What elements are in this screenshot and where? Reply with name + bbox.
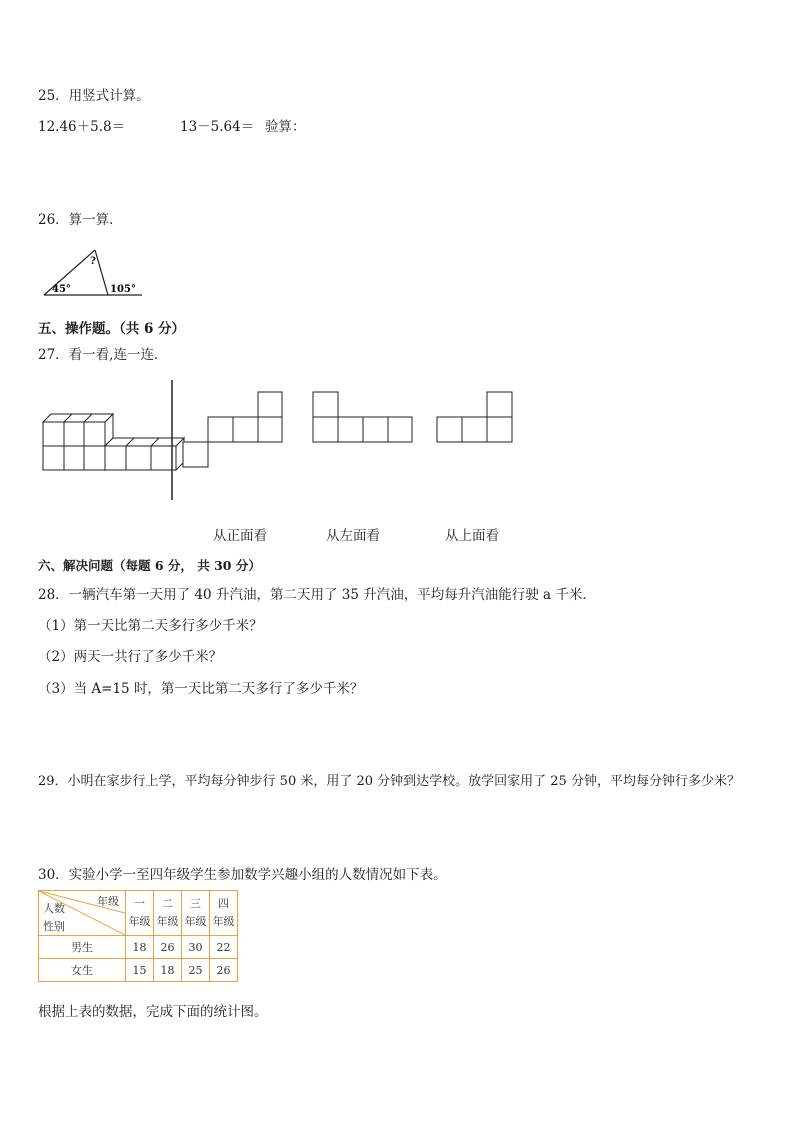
view-option-a[interactable]	[183, 392, 282, 467]
q30-title: 30．实验小学一至四年级学生参加数学兴趣小组的人数情况如下表。	[38, 867, 447, 883]
triangle-right-side	[95, 250, 108, 295]
girls-grade-3-value: 25	[182, 959, 210, 982]
q30-footer: 根据上表的数据，完成下面的统计图。	[38, 1004, 268, 1020]
grade-header-4: 四 年级	[210, 891, 238, 936]
q28-sub-2: （2）两天一共行了多少千米？	[38, 649, 223, 665]
q26-title: 26．算一算．	[38, 212, 123, 228]
q29-title: 29．小明在家步行上学，平均每分钟步行 50 米，用了 20 分钟到达学校。放学回家用了 25 分钟，平均每分钟行多少米？	[38, 774, 740, 789]
grade-header-2: 二 年级	[154, 891, 182, 936]
q25-expr-1: 12.46＋5.8＝	[38, 119, 126, 135]
girls-grade-4-value: 26	[210, 959, 238, 982]
row-label-girls: 女生	[39, 959, 126, 982]
q28-title: 28．一辆汽车第一天用了 40 升汽油，第二天用了 35 升汽油，平均每升汽油能行驶 a 千米．	[38, 587, 596, 603]
q30-data-table	[38, 890, 238, 982]
grade-header-3: 三 年级	[182, 891, 210, 936]
header-grade-label: 年级	[97, 895, 119, 908]
view-option-b[interactable]	[313, 392, 412, 442]
header-gender-label: 性别	[43, 920, 65, 933]
section-6-heading: 六、解决问题（每题 6 分， 共 30 分）	[38, 558, 261, 573]
q25-check-label: 验算：	[265, 119, 306, 135]
girls-grade-2-value: 18	[154, 959, 182, 982]
table-row-girls	[39, 959, 238, 982]
angle-45-label: 45°	[52, 284, 71, 295]
view-label-front[interactable]: 从正面看	[213, 528, 267, 544]
q28-sub-3: （3）当 A=15 时，第一天比第二天多行了多少千米？	[38, 681, 364, 697]
row-label-boys: 男生	[39, 936, 126, 959]
boys-grade-2-value: 26	[154, 936, 182, 959]
boys-grade-3-value: 30	[182, 936, 210, 959]
header-people-label: 人数	[43, 902, 65, 915]
q27-title: 27．看一看,连一连．	[38, 347, 168, 363]
view-label-left[interactable]: 从左面看	[326, 528, 380, 544]
q27-figure	[38, 375, 528, 505]
grade-header-1: 一 年级	[126, 891, 154, 936]
boys-grade-4-value: 22	[210, 936, 238, 959]
angle-unknown-label: ?	[90, 256, 96, 267]
cube-solid	[43, 414, 184, 470]
triangle-figure	[38, 244, 148, 300]
q25-expr-2: 13－5.64＝	[180, 119, 255, 135]
view-option-c[interactable]	[437, 392, 512, 442]
q25-title: 25．用竖式计算。	[38, 88, 150, 104]
section-5-heading: 五、操作题。（共 6 分）	[38, 321, 186, 337]
angle-105-label: 105°	[110, 284, 136, 295]
q28-sub-1: （1）第一天比第二天多行多少千米？	[38, 618, 263, 634]
table-header-diagonal-cell	[39, 891, 126, 936]
girls-grade-1-value: 15	[126, 959, 154, 982]
boys-grade-1-value: 18	[126, 936, 154, 959]
view-label-top[interactable]: 从上面看	[445, 528, 499, 544]
table-row-boys	[39, 936, 238, 959]
